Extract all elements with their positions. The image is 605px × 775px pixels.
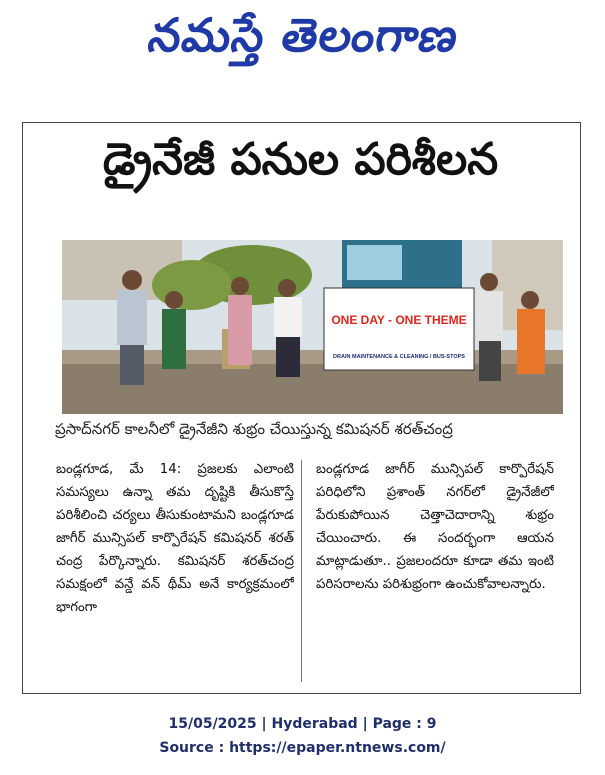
footer-source: Source : https://epaper.ntnews.com/ <box>159 740 446 756</box>
banner-text-1: ONE DAY - ONE THEME <box>331 313 467 327</box>
newspaper-masthead: నమస్తే తెలంగాణ <box>144 8 464 62</box>
banner-text-2: DRAIN MAINTENANCE & CLEANING / BUS-STOPS <box>333 354 465 360</box>
footer-date-location: 15/05/2025 | Hyderabad | Page : 9 <box>168 716 437 732</box>
article-column-2: బండ్లగూడ జాగీర్ మున్సిపల్ కార్పొరేషన్ పరిధిలోని ప్రశాంత్ నగర్‌లో డ్రైనేజీలో పేరుకుపోయిన చెత్తాచెదారాన్ని శుభ్రం చేయించారు. ఈ సందర్భంగా ఆయన మాట్లాడుతూ.. ప్రజలందరూ కూడా తమ ఇంటి పరిసరాలను పరిశుభ్రంగా ఉంచుకోవాలన్నారు. <box>316 462 554 592</box>
page-footer <box>0 712 605 760</box>
article-column-1: బండ్లగూడ, మే 14: ప్రజలకు ఎలాంటి సమస్యలు ఉన్నా తమ దృష్టికి తీసుకొస్తే పరిశీలించి చర్యలు తీసుకుంటామని బండ్లగూడ జాగీర్ మున్సిపల్ కార్పొరేషన్ కమిషనర్ శరత్ చంద్ర పేర్కొన్నారు. కమిషనర్ శరత్‌చంద్ర సమక్షంలో వన్డే వన్ థీమ్ అనే కార్యక్రమంలో భాగంగా <box>56 462 294 615</box>
article-headline: డ్రైనేజీ పనుల పరిశీలన <box>102 134 499 185</box>
article-photo <box>62 240 563 414</box>
column-divider <box>301 460 302 682</box>
photo-caption: ప్రసాద్‌నగర్ కాలనీలో డ్రైనేజీని శుభ్రం చేయిస్తున్న కమిషనర్ శరత్‌చంద్ర <box>55 420 453 438</box>
photo-illustration <box>62 240 563 414</box>
